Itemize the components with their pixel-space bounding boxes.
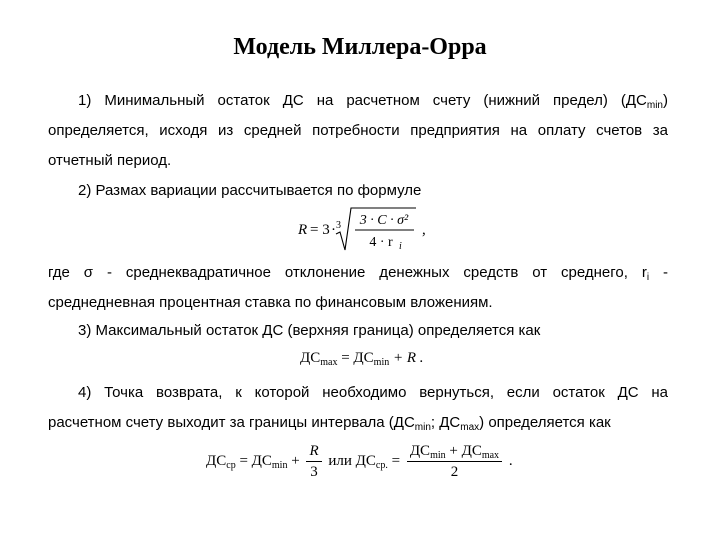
slide-title: Модель Миллера-Орра xyxy=(233,34,487,60)
text: ) xyxy=(663,92,668,109)
fraction xyxy=(306,442,321,481)
text: ; ДС xyxy=(430,414,461,431)
fraction-denominator: 2 xyxy=(450,464,459,480)
denominator-subscript: i xyxy=(399,241,402,252)
paragraph-line xyxy=(48,408,668,438)
subscript: min xyxy=(414,422,431,433)
formula-plus: + xyxy=(287,452,304,469)
text: + ДС xyxy=(445,443,482,459)
formula-tail: , xyxy=(422,222,426,238)
formula-lhs: R xyxy=(298,222,308,238)
subscript: max xyxy=(481,450,500,461)
paragraph-line xyxy=(48,258,668,288)
text: где σ - среднеквадратичное отклонение денежных средств от среднего, r xyxy=(48,264,647,281)
fraction-numerator xyxy=(407,442,502,462)
formula-or: или xyxy=(324,452,356,469)
paragraph-definitions xyxy=(48,258,668,318)
subscript: ср xyxy=(226,459,236,471)
paragraph-min-balance xyxy=(48,86,668,176)
range-formula-graphic xyxy=(298,206,428,254)
paragraph-max-balance xyxy=(48,316,668,346)
text: ДС xyxy=(409,443,431,459)
formula-lhs: ДС xyxy=(355,452,376,469)
formula-range xyxy=(298,206,428,259)
fraction-denominator: 4 · r xyxy=(369,235,393,250)
paragraph-line xyxy=(48,86,668,116)
subscript: i xyxy=(646,272,650,283)
text: 1) Минимальный остаток ДС на расчетном счету (нижний предел) (ДС xyxy=(78,92,647,109)
subscript: ср. xyxy=(375,459,388,471)
paragraph-line: среднедневная процентная ставка по финансовым вложениям. xyxy=(48,294,493,311)
formula-eq: = ДС xyxy=(235,452,272,469)
paragraph-line: определяется, исходя из средней потребности предприятия на оплату счетов за xyxy=(48,122,668,139)
formula-return xyxy=(206,442,513,481)
subscript: min xyxy=(373,357,390,368)
fraction-numerator: R xyxy=(306,442,321,462)
paragraph-line: отчетный период. xyxy=(48,152,172,169)
subscript: min xyxy=(271,459,288,471)
fraction xyxy=(407,442,502,481)
subscript: max xyxy=(460,422,480,433)
subscript: max xyxy=(320,357,338,368)
subscript: min xyxy=(646,100,663,111)
text: расчетном счету выходит за границы интервала (ДС xyxy=(48,414,415,431)
subscript: min xyxy=(430,450,446,461)
formula-lhs: ДС xyxy=(206,452,227,469)
text: ) определяется как xyxy=(479,414,611,431)
formula-dot: · xyxy=(331,222,336,238)
paragraph-line: 2) Размах вариации рассчитывается по формуле xyxy=(78,182,422,199)
formula-max xyxy=(300,350,424,367)
paragraph-line: 3) Максимальный остаток ДС (верхняя граница) определяется как xyxy=(78,322,541,339)
formula-eq: = 3 xyxy=(310,222,330,238)
formula-eq: = xyxy=(387,452,404,469)
root-index: 3 xyxy=(336,220,341,231)
fraction-denominator: 3 xyxy=(310,464,318,480)
formula-lhs: ДС xyxy=(300,350,321,366)
paragraph-range xyxy=(48,176,668,206)
paragraph-return-point xyxy=(48,378,668,438)
formula-eq: = ДС xyxy=(337,350,374,366)
formula-tail: . xyxy=(505,452,513,469)
text: - xyxy=(649,264,668,281)
paragraph-line: 4) Точка возврата, к которой необходимо вернуться, если остаток ДС на xyxy=(78,384,668,401)
fraction-numerator: 3 · C · σ² xyxy=(359,213,409,228)
formula-tail: + R . xyxy=(389,350,424,366)
